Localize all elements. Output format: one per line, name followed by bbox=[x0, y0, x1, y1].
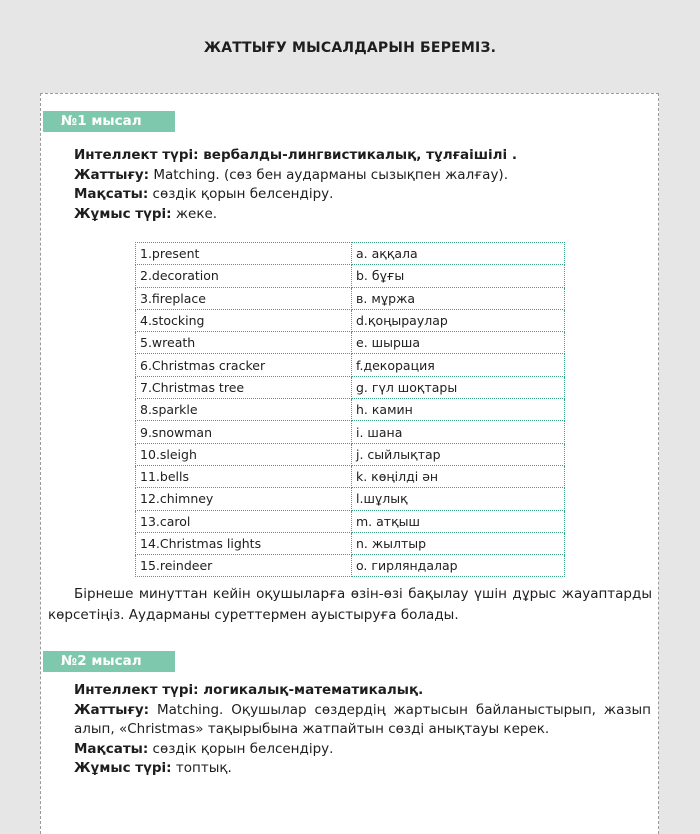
english-word-cell: 4.stocking bbox=[136, 309, 352, 331]
goal-text: сөздік қорын белсендіру. bbox=[148, 186, 334, 202]
table-row bbox=[136, 488, 565, 510]
example-2-tag: №2 мысал bbox=[43, 651, 175, 672]
task-text: Matching. Оқушылар сөздердің жартысын байланыстырып, жазып алып, «Christmas» тақырыбына жатпайтын сөзді анықтауы керек. bbox=[74, 701, 651, 737]
table-row bbox=[136, 354, 565, 376]
example-1-task bbox=[74, 166, 654, 186]
english-word-cell: 15.reindeer bbox=[136, 555, 352, 577]
task-text: Matching. (сөз бен аударманы сызықпен жалғау). bbox=[149, 166, 508, 183]
example-1-goal bbox=[74, 185, 654, 205]
translation-cell: m. атқыш bbox=[352, 510, 565, 532]
translation-cell: i. шана bbox=[352, 421, 565, 443]
translation-cell: b. бұғы bbox=[352, 265, 565, 287]
translation-cell: o. гирляндалар bbox=[352, 555, 565, 577]
english-word-cell: 3.fireplace bbox=[136, 287, 352, 309]
example-1-info bbox=[74, 146, 654, 224]
english-word-cell: 9.snowman bbox=[136, 421, 352, 443]
table-row bbox=[136, 376, 565, 398]
english-word-cell: 13.carol bbox=[136, 510, 352, 532]
translation-cell: l.шұлық bbox=[352, 488, 565, 510]
translation-cell: g. гүл шоқтары bbox=[352, 376, 565, 398]
translation-cell: f.декорация bbox=[352, 354, 565, 376]
translation-cell: е. шырша bbox=[352, 332, 565, 354]
work-label: Жұмыс түрі: bbox=[74, 205, 172, 222]
translation-cell: n. жылтыр bbox=[352, 532, 565, 554]
translation-cell: в. мұржа bbox=[352, 287, 565, 309]
task-label: Жаттығу: bbox=[74, 166, 150, 183]
table-row bbox=[136, 510, 565, 532]
task-label: Жаттығу: bbox=[74, 701, 150, 718]
example-1-note: Бірнеше минуттан кейін оқушыларға өзін-өзі бақылау үшін дұрыс жауаптарды көрсетіңіз. Аударманы суреттермен ауыстыруға болады. bbox=[48, 586, 652, 623]
translation-cell: k. көңілді ән bbox=[352, 465, 565, 487]
table-row bbox=[136, 309, 565, 331]
work-label: Жұмыс түрі: bbox=[74, 760, 172, 776]
example-2-intellect: Интеллект түрі: логикалық-математикалық. bbox=[74, 682, 424, 698]
table-row bbox=[136, 287, 565, 309]
example-2-goal bbox=[74, 740, 651, 760]
matching-table bbox=[135, 242, 565, 577]
translation-cell: j. сыйлықтар bbox=[352, 443, 565, 465]
table-row bbox=[136, 243, 565, 265]
example-1-intellect: Интеллект түрі: вербалды-лингвистикалық, тұлғаішілі . bbox=[74, 147, 518, 163]
table-row bbox=[136, 555, 565, 577]
english-word-cell: 1.present bbox=[136, 243, 352, 265]
page-title: ЖАТТЫҒУ МЫСАЛДАРЫН БЕРЕМІЗ. bbox=[203, 40, 497, 56]
table-row bbox=[136, 332, 565, 354]
english-word-cell: 14.Christmas lights bbox=[136, 532, 352, 554]
example-2-info bbox=[74, 681, 651, 779]
work-text: жеке. bbox=[171, 205, 218, 222]
table-row bbox=[136, 465, 565, 487]
goal-label: Мақсаты: bbox=[74, 186, 149, 202]
table-row bbox=[136, 532, 565, 554]
english-word-cell: 6.Christmas cracker bbox=[136, 354, 352, 376]
english-word-cell: 2.decoration bbox=[136, 265, 352, 287]
translation-cell: d.қоңыраулар bbox=[352, 309, 565, 331]
table-row bbox=[136, 265, 565, 287]
example-2-task bbox=[74, 701, 651, 740]
english-word-cell: 11.bells bbox=[136, 465, 352, 487]
english-word-cell: 7.Christmas tree bbox=[136, 376, 352, 398]
table-row bbox=[136, 421, 565, 443]
work-text: топтық. bbox=[171, 760, 232, 776]
english-word-cell: 10.sleigh bbox=[136, 443, 352, 465]
example-1-work-type bbox=[74, 205, 654, 225]
translation-cell: a. аққала bbox=[352, 243, 565, 265]
translation-cell: h. камин bbox=[352, 399, 565, 421]
example-1-tag: №1 мысал bbox=[43, 111, 175, 132]
table-row bbox=[136, 399, 565, 421]
english-word-cell: 12.chimney bbox=[136, 488, 352, 510]
english-word-cell: 8.sparkle bbox=[136, 399, 352, 421]
goal-label: Мақсаты: bbox=[74, 740, 149, 757]
goal-text: сөздік қорын белсендіру. bbox=[148, 740, 334, 757]
english-word-cell: 5.wreath bbox=[136, 332, 352, 354]
table-row bbox=[136, 443, 565, 465]
example-2-work-type bbox=[74, 759, 651, 779]
